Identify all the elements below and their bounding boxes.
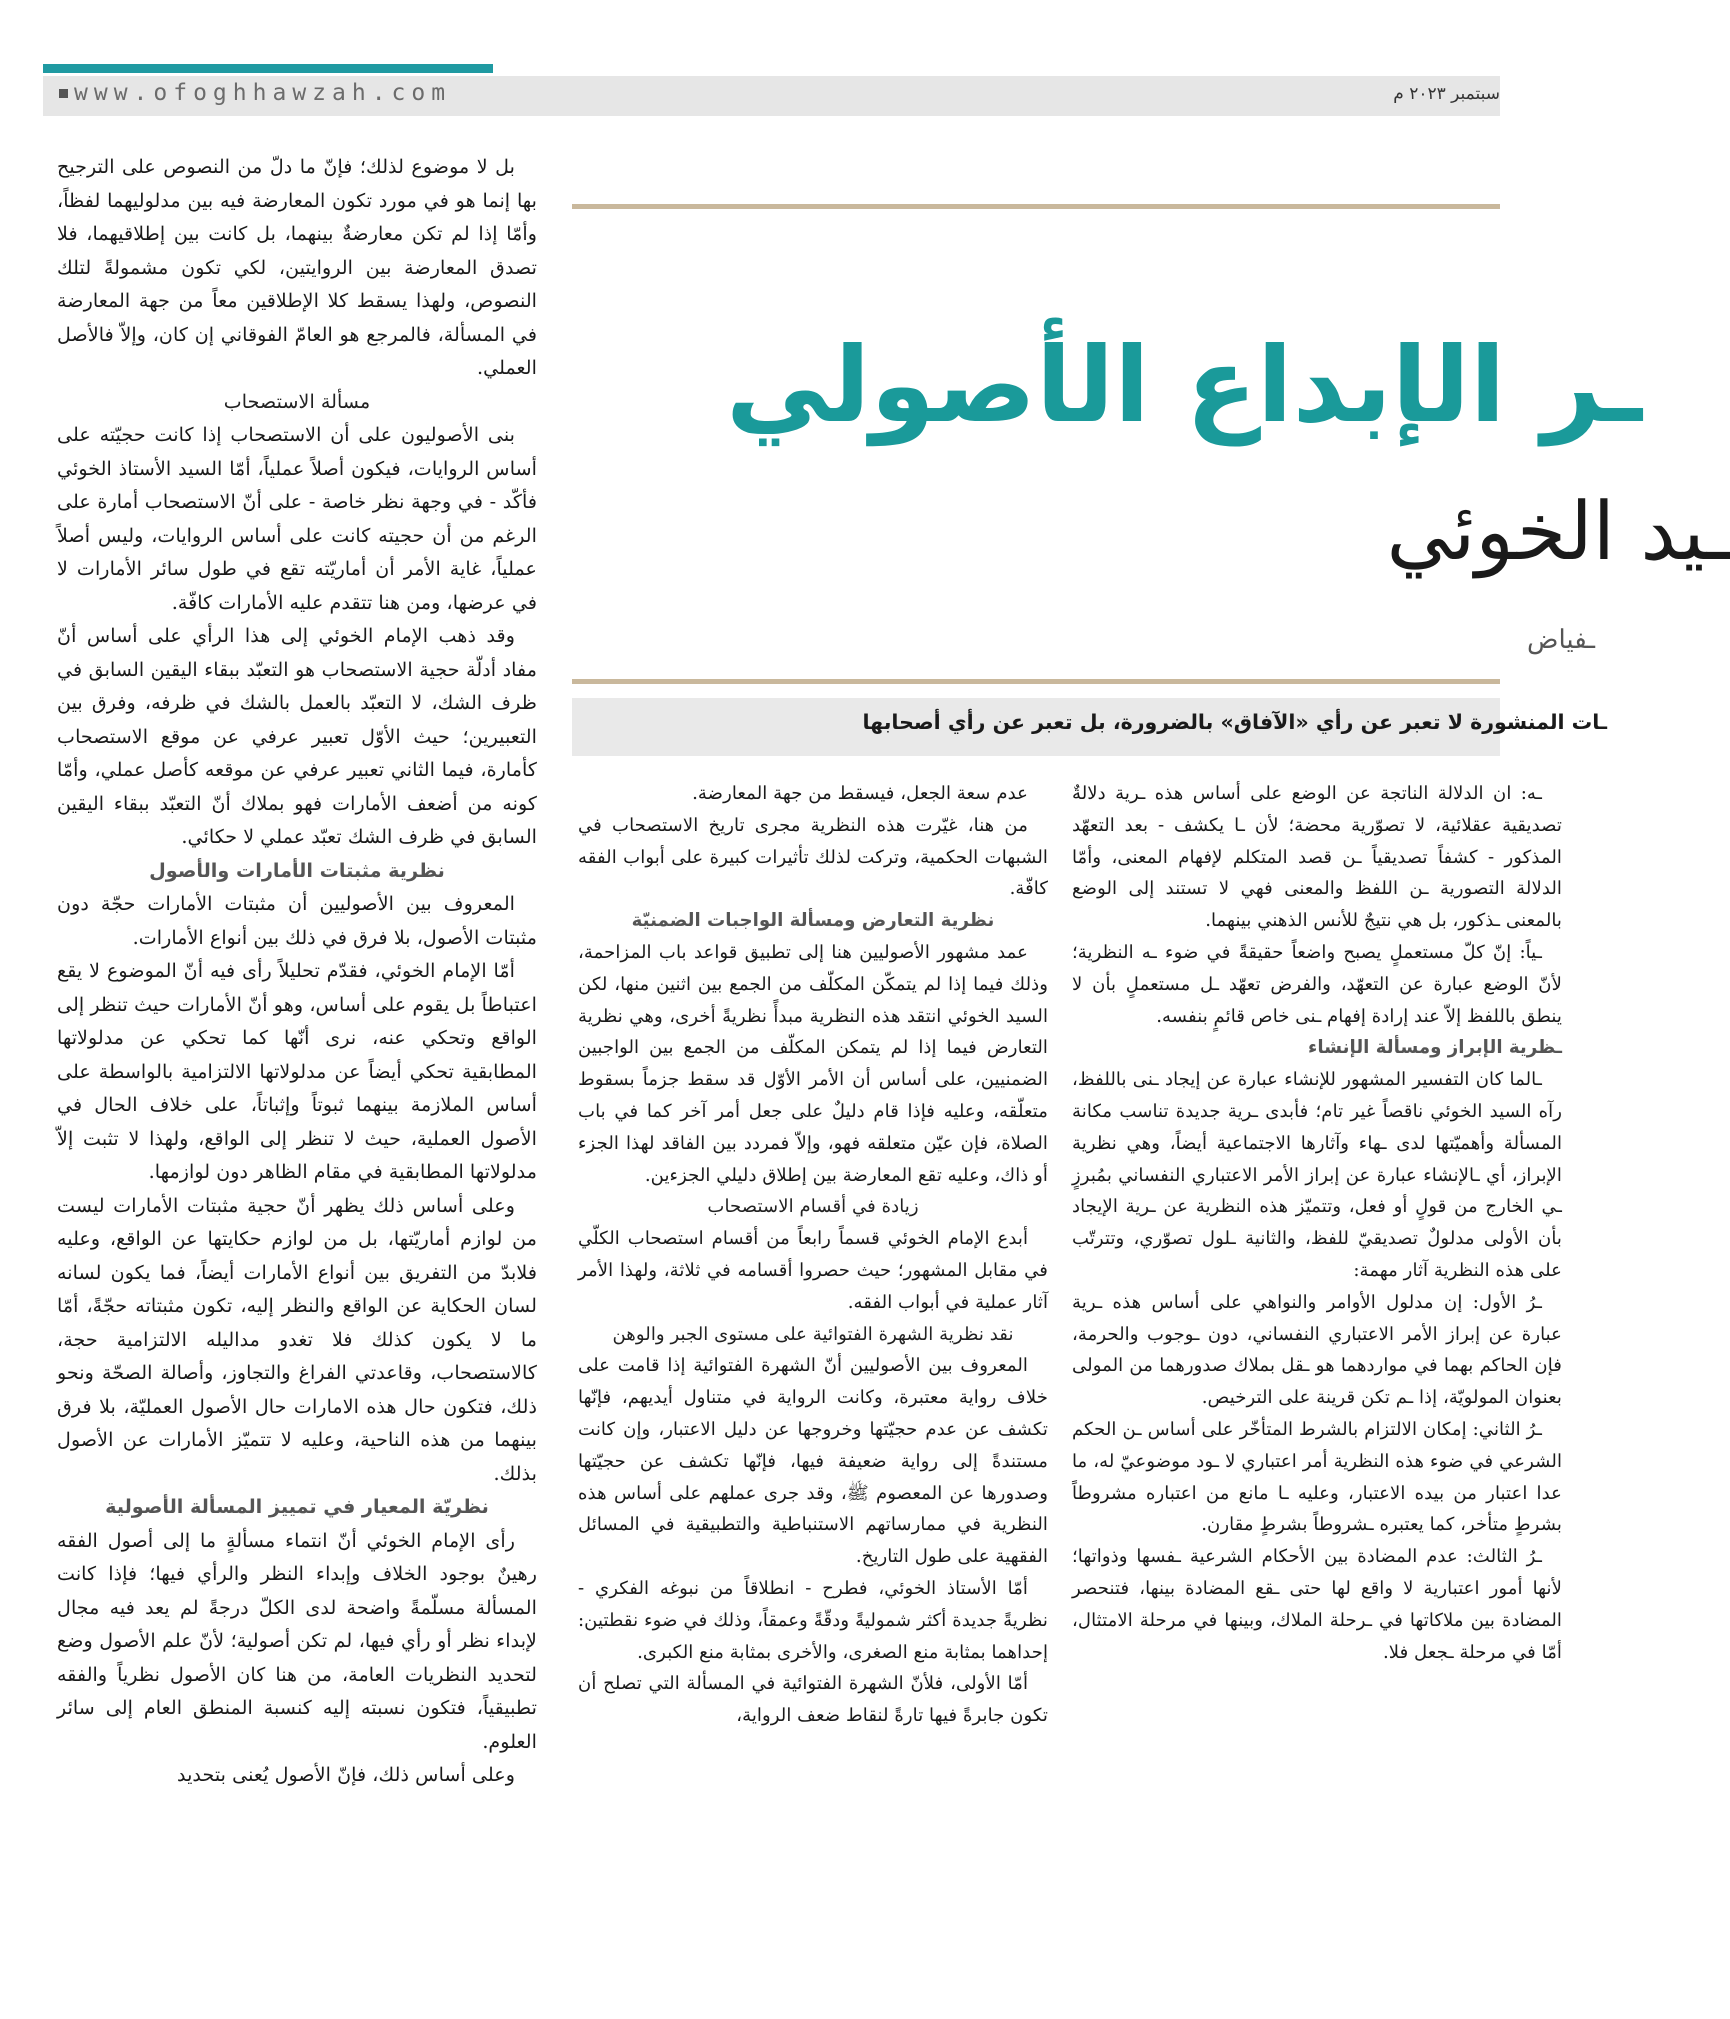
site-url[interactable]: www.ofoghhawzah.com (59, 80, 451, 106)
paragraph: ـرُ الأول: إن مدلول الأوامر والنواهي على أساس هذه ـرية عبارة عن إبراز الأمر الاعتباري النفساني، دون ـوجوب والحرمة، فإن الحاكم بهما في مواردهما هو ـقل بملاك صدورهما من المولى بعنوان المولويّة، إذا ـم تكن قرينة على الترخيص. (1072, 1291, 1562, 1409)
paragraph: بنى الأصوليون على أن الاستصحاب إذا كانت حجيّته على أساس الروايات، فيكون أصلاً عملياً، أمّا السيد الأستاذ الخوئي فأكّد - في وجهة نظر خاصة - على أنّ الاستصحاب أمارة على الرغم من أن حجيته كانت على أساس الروايات، وليس أصلاً عملياً، غاية الأمر أن أماريّته تقع في طول سائر الأمارات لا في عرضها، ومن هنا تتقدم عليه الأمارات كافّة. (57, 423, 537, 614)
paragraph: أمّا الإمام الخوئي، فقدّم تحليلاً رأى فيه أنّ الموضوع لا يقع اعتباطاً بل يقوم على أساس، وهو أنّ الأمارات حيث تنظر إلى الواقع وتحكي عنه، نرى أنّها كما تحكي عن مدلولاتها المطابقية تحكي أيضاً عن مدلولاتها الالتزامية بالواسطة على أساس الملازمة بينهما ثبوتاً وإثباتاً، على خلاف الحال في الأصول العملية، حيث لا تنظر إلى الواقع، ولهذا لا تثبت إلاّ مدلولاتها المطابقية في مقام الظاهر دون لوازمها. (57, 959, 537, 1183)
disclaimer-text: ـات المنشورة لا تعبر عن رأي «الآفاق» بالضرورة، بل تعبر عن رأي أصحابها (862, 710, 1607, 734)
bottom-divider-rule (572, 679, 1500, 684)
issue-date: سبتمبر ٢٠٢٣ م (1393, 84, 1500, 104)
paragraph: المعروف بين الأصوليين أنّ الشهرة الفتوائية إذا قامت على خلاف رواية معتبرة، وكانت الرواية في متناول أيديهم، فإنّها تكشف عن عدم حجيّتها وخروجها عن دليل الاعتبار، وإن كانت مستندةً إلى رواية ضعيفة فيها، فإنّها تكشف عن حجيّتها وصدورها عن المعصوم ﷺ، وقد جرى عملهم على أساس هذه النظرية في ممارساتهم الاستنباطية والتطبيقية في المسائل الفقهية على طول التاريخ. (578, 1355, 1048, 1568)
section-heading: نظرية التعارض ومسألة الواجبات الضمنيّة (631, 910, 995, 932)
paragraph: المعروف بين الأصوليين أن مثبتات الأمارات حجّة دون مثبتات الأصول، بلا فرق في ذلك بين أنواع الأمارات. (57, 892, 537, 949)
paragraph: وعلى أساس ذلك، فإنّ الأصول يُعنى بتحديد (177, 1763, 515, 1786)
middle-article-column (578, 778, 1048, 1732)
paragraph: عمد مشهور الأصوليين هنا إلى تطبيق قواعد باب المزاحمة، وذلك فيما إذا لم يتمكّن المكلّف من الجمع بين اثنين منها، لكن السيد الخوئي انتقد هذه النظرية مبدأً نظريةً أخرى، وهي نظرية التعارض فيما إذا لم يتمكن المكلّف من الجمع بين الواجبين الضمنيين، على أساس أن الأمر الأوّل قد سقط جزماً بسقوط متعلّقه، وعليه فإذا قام دليلٌ على جعل أمر آخر كما في باب الصلاة، فإن عيّن متعلقه فهو، وإلاّ فمردد بين الفاقد لهذا الجزء أو ذاك، وعليه تقع المعارضة بين إطلاق دليلي الجزءين. (578, 941, 1048, 1186)
paragraph: أمّا الأولى، فلأنّ الشهرة الفتوائية في المسألة التي تصلح أن تكون جابرةً فيها تارةً لنقاط ضعف الرواية، (578, 1673, 1048, 1727)
paragraph: ـرُ الثالث: عدم المضادة بين الأحكام الشرعية ـفسها وذواتها؛ لأنها أمور اعتبارية لا واقع لها حتى ـقع المضادة بينها، فتنحصر المضادة بين ملاكاتها في ـرحلة الملاك، وبينها في مرحلة الامتثال، أمّا في مرحلة ـجعل فلا. (1072, 1546, 1562, 1663)
paragraph: ـياً: إنّ كلّ مستعملٍ يصبح واضعاً حقيقةً في ضوء ـه النظرية؛ لأنّ الوضع عبارة عن التعهّد، والفرض تعهّد ـل مستعملٍ بأن لا ينطق باللفظ إلاّ عند إرادة إفهام ـنى خاص قائمٍ بنفسه. (1072, 941, 1562, 1027)
subsection-title: زيادة في أقسام الاستصحاب (707, 1196, 919, 1218)
paragraph: بل لا موضوع لذلك؛ فإنّ ما دلّ من النصوص على الترجيح بها إنما هو في مورد تكون المعارضة فيه بين مدلوليهما لفظاً، وأمّا إذا لم تكن معارضةٌ بينهما، بل كانت بين إطلاقيهما، فلا تصدق المعارضة بين الروايتين، لكي تكون مشمولةً لتلك النصوص، ولهذا يسقط كلا الإطلاقين معاً من جهة المعارضة في المسألة، فالمرجع هو العامّ الفوقاني إن كان، وإلاّ فالأصل العملي. (57, 155, 537, 379)
paragraph: رأى الإمام الخوئي أنّ انتماء مسألةٍ ما إلى أصول الفقه رهينٌ بوجود الخلاف وإبداء النظر والرأي فيها؛ فإذا كانت المسألة مسلّمةً واضحة لدى الكلّ درجةً لم يعد فيه مجال لإبداء نظر أو رأي فيها، لم تكن أصولية؛ لأنّ علم الأصول وضع لتحديد النظريات العامة، من هنا كان الأصول نظرياً والفقه تطبيقياً، فتكون نسبته إليه كنسبة المنطق العام إلى سائر العلوم. (57, 1528, 537, 1753)
paragraph: عدم سعة الجعل، فيسقط من جهة المعارضة. (692, 783, 1028, 804)
paragraph: أمّا الأستاذ الخوئي، فطرح - انطلاقاً من نبوغه الفكري - نظريةً جديدة أكثر شموليةً ودقّةً وعمقاً، وذلك في ضوء نقطتين: إحداهما بمثابة منع الصغرى، والأخرى بمثابة منع الكبرى. (578, 1577, 1048, 1663)
paragraph: وقد ذهب الإمام الخوئي إلى هذا الرأي على أساس أنّ مفاد أدلّة حجية الاستصحاب هو التعبّد ببقاء اليقين السابق في ظرف الشك، لا التعبّد بالعمل بالشك في ظرفه، وفرق بين التعبيرين؛ حيث الأوّل تعبير عرفي عن موقع الاستصحاب كأمارة، فيما الثاني تعبير عرفي عن موقعه كأصل عملي، وأمّا كونه من أضعف الأمارات فهو بملاك أنّ التعبّد ببقاء اليقين السابق في ظرف الشك تعبّد عملي لا حكائي. (57, 624, 537, 848)
top-divider-rule (572, 204, 1500, 209)
paragraph: ـالما كان التفسير المشهور للإنشاء عبارة عن إيجاد ـنى باللفظ، رآه السيد الخوئي ناقصاً غير تام؛ فأبدى ـرية جديدة تناسب مكانة المسألة وأهميّتها لدى ـهاء وآثارها الاجتماعية أيضاً، وهي نظرية الإبراز، أي ـالإنشاء عبارة عن إبراز الأمر الاعتباري النفساني بمُبرزٍ ـي الخارج من قولٍ أو فعل، وتتميّز هذه النظرية عن ـرية الإيجاد بأن الأولى مدلولٌ تصديقيّ للفظ، والثانية ـلول تصوّري، وتترتّب على هذه النظرية آثار مهمة: (1072, 1069, 1562, 1281)
paragraph: من هنا، غيّرت هذه النظرية مجرى تاريخ الاستصحاب في الشبهات الحكمية، وتركت لذلك تأثيرات كبيرة على أبواب الفقه كافّة. (578, 814, 1048, 900)
article-title-line2: ـيد الخوئي (1386, 485, 1730, 578)
paragraph: وعلى أساس ذلك يظهر أنّ حجية مثبتات الأمارات ليست من لوازم أماريّتها، بل من لوازم حكايتها عن الواقع، وعليه فلابدّ من التفريق بين أنواع الأمارات أيضاً، فما يكون لسانه لسان الحكاية عن الواقع والنظر إليه، تكون مثبتاته حجّةً، أمّا ما لا يكون كذلك فلا تغدو مداليله الالتزامية حجة، كالاستصحاب، وقاعدتي الفراغ والتجاوز، وأصالة الصحّة ونحو ذلك، فتكون حال هذه الامارات حال الأصول العمليّة، بلا فرق بينهما من هذه الناحية، وعليه لا تتميّز الأمارات عن الأصول بذلك. (57, 1193, 537, 1485)
right-article-column (1072, 778, 1562, 1668)
article-author: ـفياض (1527, 625, 1595, 655)
article-title-line1: ـر الإبداع الأصولي (726, 324, 1642, 446)
header-accent-bar (43, 64, 493, 73)
subsection-title: مسألة الاستصحاب (223, 389, 371, 413)
section-heading: نظرية مثبتات الأمارات والأصول (149, 858, 445, 882)
paragraph: أبدع الإمام الخوئي قسماً رابعاً من أقسام استصحاب الكلّي في مقابل المشهور؛ حيث حصروا أقسامه في ثلاثة، ولهذا الأمر آثار عملية في أبواب الفقه. (578, 1228, 1048, 1313)
left-article-column (57, 150, 537, 1792)
subsection-title: نقد نظرية الشهرة الفتوائية على مستوى الجبر والوهن (612, 1323, 1014, 1345)
section-heading: نظريّة المعيار في تمييز المسألة الأصولية (105, 1495, 489, 1518)
paragraph: ـرُ الثاني: إمكان الالتزام بالشرط المتأخّر على أساس ـن الحكم الشرعي في ضوء هذه النظرية أمر اعتباري لا ـود موضوعيّ له، ما عدا اعتبار من بيده الاعتبار، وعليه ـا مانع من اعتباره مشروطاً بشرطٍ متأخر، كما يعتبره ـشروطاً بشرطٍ مقارن. (1072, 1418, 1562, 1536)
paragraph: ـه: ان الدلالة الناتجة عن الوضع على أساس هذه ـرية دلالةٌ تصديقية عقلائية، لا تصوّرية محضة؛ لأن ـا يكشف - بعد التعهّد المذكور - كشفاً تصديقياً ـن قصد المتكلم لإفهام المعنى، وأمّا الدلالة التصورية ـن اللفظ والمعنى فهي لا تستند إلى الوضع بالمعنى ـذكور، بل هي نتيجٌ للأنس الذهني بينهما. (1072, 783, 1562, 932)
section-heading: ـظرية الإبراز ومسألة الإنشاء (1308, 1037, 1562, 1059)
